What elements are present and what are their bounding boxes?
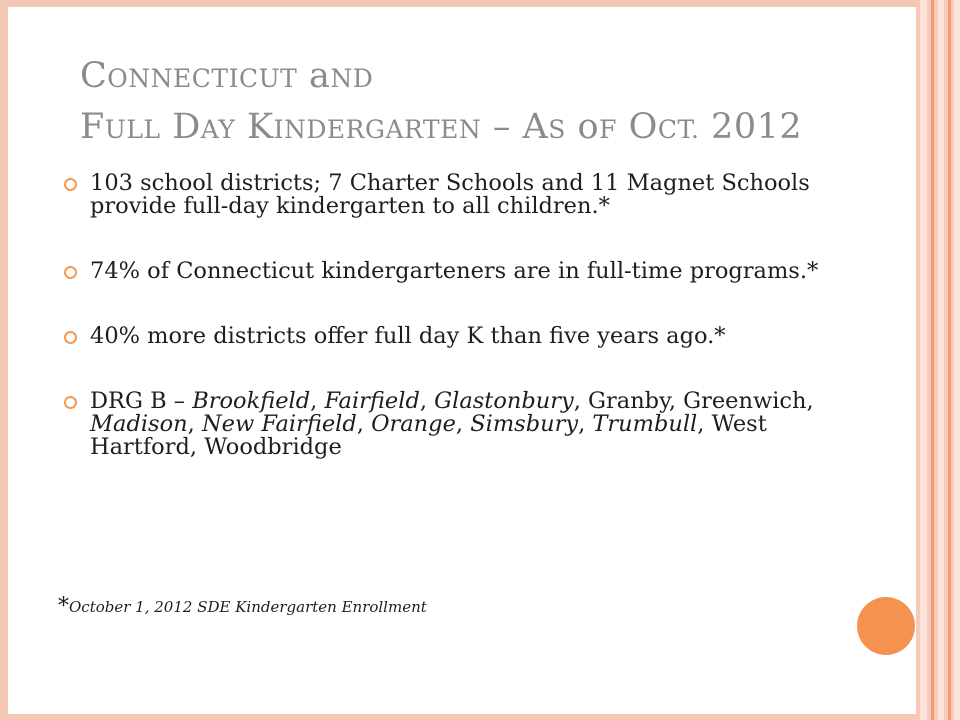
drg-town: Fairfield: [324, 388, 420, 414]
drg-town: Granby: [588, 388, 669, 414]
decorative-stripe: [948, 0, 951, 720]
decorative-circle-icon: [857, 597, 915, 655]
title-line-1: [80, 52, 900, 103]
bullet-item: [64, 325, 834, 348]
drg-town: Greenwich: [683, 388, 807, 414]
title-line-2: [80, 103, 900, 154]
bullet-marker-icon: [64, 396, 77, 409]
bullet-text: 40% more districts offer full day K than five years ago.*: [90, 323, 726, 349]
drg-town: New Fairfield: [201, 411, 357, 437]
decorative-stripe: [931, 0, 934, 720]
decorative-stripe: [954, 0, 960, 720]
drg-town: Trumbull: [592, 411, 698, 437]
bullet-item: [64, 172, 834, 218]
bullet-marker-icon: [64, 178, 77, 191]
slide-border-left: [0, 0, 8, 720]
drg-town-list: Brookfield, Fairfield, Glastonbury, Granby, Greenwich, Madison, New Fairfield, Orange, Simsbury, Trumbull, West Hartford, Woodbridge: [90, 388, 814, 460]
footnote-star: *: [58, 594, 69, 619]
slide-title: [80, 52, 900, 154]
drg-town: Madison: [90, 411, 188, 437]
footnote-text: October 1, 2012 SDE Kindergarten Enrollment: [69, 598, 427, 616]
bullet-marker-icon: [64, 266, 77, 279]
bullet-marker-icon: [64, 331, 77, 344]
slide-border-top: [0, 0, 924, 7]
title-line-2-text: FULL DAY KINDERGARTEN – AS oF OCT. 2012: [80, 107, 803, 147]
drg-town: West Hartford: [90, 411, 767, 460]
drg-text: [90, 390, 834, 459]
drg-prefix: DRG B –: [90, 388, 193, 414]
decorative-stripe: [938, 0, 944, 720]
bullet-list: [64, 172, 834, 501]
drg-town: Glastonbury: [434, 388, 574, 414]
footnote: [58, 594, 427, 619]
bullet-item: [64, 260, 834, 283]
drg-town: Woodbridge: [204, 434, 342, 460]
drg-town: Orange: [371, 411, 456, 437]
bullet-item-drg: [64, 390, 834, 459]
bullet-text: 74% of Connecticut kindergarteners are in full-time programs.*: [90, 258, 819, 284]
drg-town: Brookfield: [192, 388, 311, 414]
decorative-stripe: [920, 0, 927, 720]
title-line-1-text: CONNECTICUT aND: [80, 56, 374, 96]
drg-town: Simsbury: [470, 411, 579, 437]
bullet-text: 103 school districts; 7 Charter Schools and 11 Magnet Schools provide full-day kindergarten to all children.*: [90, 170, 810, 219]
slide-border-bottom: [0, 714, 924, 720]
